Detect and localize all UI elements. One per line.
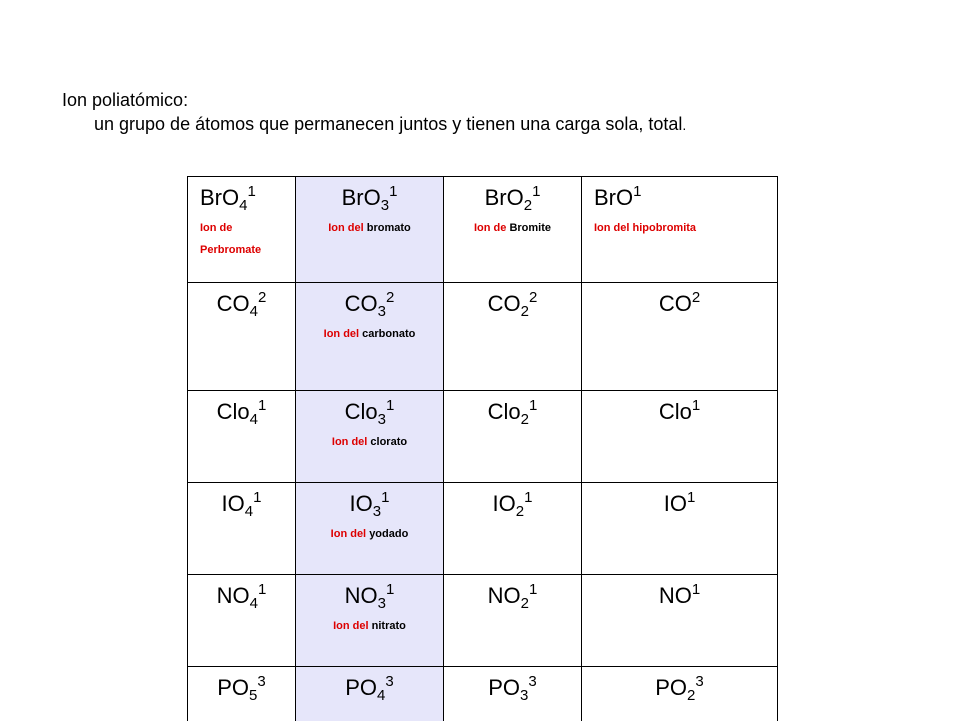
ion-name: [300, 217, 439, 239]
formula-base: Clo: [216, 399, 250, 424]
formula-subscript: 2: [523, 197, 533, 214]
ion-name-prefix: Ion del: [333, 620, 369, 632]
formula-base: NO: [658, 583, 692, 608]
formula-base: CO: [658, 291, 692, 316]
intro-definition-text: un grupo de átomos que permanecen juntos y tienen una carga sola, total: [94, 114, 683, 134]
formula-charge: 1: [524, 489, 533, 506]
ion-formula: [586, 581, 773, 611]
ion-cell: [296, 575, 444, 667]
ion-cell: [188, 391, 296, 483]
ion-formula: [586, 289, 773, 319]
ion-formula: [448, 673, 577, 703]
ion-name: [300, 615, 439, 637]
formula-subscript: 2: [520, 595, 529, 612]
formula-subscript: 2: [515, 503, 525, 520]
ion-name: [448, 217, 577, 239]
ion-cell: [188, 483, 296, 575]
formula-base: Clo: [487, 399, 521, 424]
formula-subscript: 2: [687, 687, 696, 704]
ion-name: [300, 523, 439, 545]
formula-base: CO: [487, 291, 521, 316]
formula-charge: 1: [529, 581, 538, 598]
ion-cell: [188, 667, 296, 721]
ion-formula: [192, 289, 291, 319]
formula-charge: 1: [381, 489, 390, 506]
ion-formula: [448, 489, 577, 519]
ion-row: [188, 283, 778, 391]
ion-cell: [188, 283, 296, 391]
ion-name-prefix: Ion de: [473, 222, 507, 234]
ion-name-root: carbonato: [362, 328, 416, 340]
formula-subscript: 4: [239, 197, 248, 214]
formula-base: Clo: [658, 399, 692, 424]
formula-base: IO: [492, 491, 516, 516]
formula-charge: 2: [529, 289, 538, 306]
formula-charge: 1: [529, 397, 538, 414]
ion-name-root: yodado: [369, 528, 409, 540]
ion-cell: [188, 177, 296, 283]
ion-name-root: Bromite: [509, 222, 551, 234]
ion-formula: [586, 673, 773, 703]
formula-charge: 1: [633, 183, 642, 200]
formula-charge: 2: [691, 289, 701, 306]
formula-subscript: 2: [520, 411, 529, 428]
formula-charge: 1: [253, 489, 262, 506]
formula-subscript: 3: [380, 197, 390, 214]
ion-formula: [300, 183, 439, 213]
formula-base: IO: [349, 491, 373, 516]
formula-charge: 1: [386, 397, 395, 414]
ion-formula: [192, 581, 291, 611]
formula-subscript: 3: [377, 411, 386, 428]
formula-base: PO: [345, 675, 378, 700]
intro-heading: Ion poliatómico:: [62, 90, 189, 110]
ion-cell: [582, 177, 778, 283]
ion-name: [300, 323, 439, 345]
ion-formula: [192, 397, 291, 427]
ion-name-prefix: Ion del: [328, 222, 364, 234]
ion-cell: [444, 391, 582, 483]
formula-charge: 3: [695, 673, 704, 690]
ion-cell: [582, 391, 778, 483]
formula-subscript: 2: [520, 303, 529, 320]
formula-charge: 1: [686, 489, 696, 506]
formula-subscript: 4: [377, 687, 386, 704]
ion-cell: [582, 667, 778, 721]
ion-name-prefix: Ion del hipobromita: [594, 222, 697, 234]
ion-formula: [192, 489, 291, 519]
ion-name-prefix: Ion del: [331, 436, 368, 448]
ion-formula: [586, 397, 773, 427]
formula-charge: 2: [258, 289, 267, 306]
ion-formula: [300, 489, 439, 519]
formula-charge: 1: [258, 397, 267, 414]
formula-subscript: 4: [249, 411, 258, 428]
ion-name-prefix: Ion de Perbromate: [200, 222, 262, 256]
ion-row: [188, 667, 778, 721]
ion-name-root: bromato: [366, 222, 411, 234]
ion-cell: [296, 483, 444, 575]
ion-name-prefix: Ion del: [330, 528, 367, 540]
formula-subscript: 4: [249, 595, 258, 612]
formula-base: NO: [487, 583, 521, 608]
formula-subscript: 4: [244, 503, 254, 520]
ion-row: [188, 177, 778, 283]
ion-name-root: nitrato: [371, 620, 406, 632]
ion-cell: [444, 575, 582, 667]
formula-charge: 2: [386, 289, 395, 306]
ion-table-body: [188, 177, 778, 721]
formula-base: CO: [216, 291, 250, 316]
ion-row: [188, 483, 778, 575]
formula-charge: 3: [528, 673, 537, 690]
formula-base: PO: [655, 675, 688, 700]
formula-subscript: 3: [377, 303, 386, 320]
formula-base: PO: [217, 675, 250, 700]
ion-row: [188, 391, 778, 483]
formula-charge: 1: [258, 581, 267, 598]
ion-cell: [296, 667, 444, 721]
formula-base: BrO: [200, 185, 240, 210]
formula-base: IO: [221, 491, 245, 516]
ion-formula: [300, 397, 439, 427]
ion-cell: [444, 177, 582, 283]
formula-subscript: 3: [372, 503, 382, 520]
ion-name: [594, 217, 773, 239]
ion-formula: [594, 183, 773, 213]
ion-formula: [200, 183, 291, 213]
ion-name: [200, 217, 291, 261]
ion-formula: [300, 581, 439, 611]
intro-text: [62, 88, 686, 137]
intro-definition-end: .: [682, 117, 687, 133]
formula-subscript: 3: [520, 687, 529, 704]
formula-charge: 1: [691, 397, 701, 414]
formula-base: Clo: [344, 399, 378, 424]
ion-cell: [296, 391, 444, 483]
ion-cell: [582, 483, 778, 575]
formula-charge: 1: [247, 183, 256, 200]
ion-formula: [448, 183, 577, 213]
ion-name-prefix: Ion del: [323, 328, 360, 340]
formula-base: CO: [344, 291, 378, 316]
ion-formula: [448, 289, 577, 319]
formula-base: NO: [344, 583, 378, 608]
ion-cell: [188, 575, 296, 667]
ion-name-root: clorato: [370, 436, 408, 448]
ion-cell: [444, 483, 582, 575]
formula-charge: 1: [532, 183, 541, 200]
ion-name: [300, 431, 439, 453]
polyatomic-ion-table: [187, 176, 778, 721]
formula-base: IO: [663, 491, 687, 516]
formula-charge: 3: [385, 673, 394, 690]
formula-subscript: 3: [377, 595, 386, 612]
formula-base: BrO: [594, 185, 634, 210]
formula-subscript: 4: [249, 303, 258, 320]
ion-cell: [296, 177, 444, 283]
ion-formula: [192, 673, 291, 703]
ion-formula: [586, 489, 773, 519]
ion-cell: [444, 283, 582, 391]
ion-formula: [300, 289, 439, 319]
ion-cell: [444, 667, 582, 721]
ion-formula: [300, 673, 439, 703]
ion-formula: [448, 397, 577, 427]
intro-definition: [62, 112, 686, 137]
ion-cell: [296, 283, 444, 391]
ion-cell: [582, 283, 778, 391]
formula-charge: 1: [386, 581, 395, 598]
ion-row: [188, 575, 778, 667]
formula-subscript: 5: [249, 687, 258, 704]
formula-charge: 1: [389, 183, 398, 200]
formula-base: BrO: [341, 185, 381, 210]
formula-charge: 3: [257, 673, 266, 690]
formula-base: NO: [216, 583, 250, 608]
ion-cell: [582, 575, 778, 667]
ion-formula: [448, 581, 577, 611]
formula-base: BrO: [484, 185, 524, 210]
formula-base: PO: [488, 675, 521, 700]
formula-charge: 1: [691, 581, 701, 598]
